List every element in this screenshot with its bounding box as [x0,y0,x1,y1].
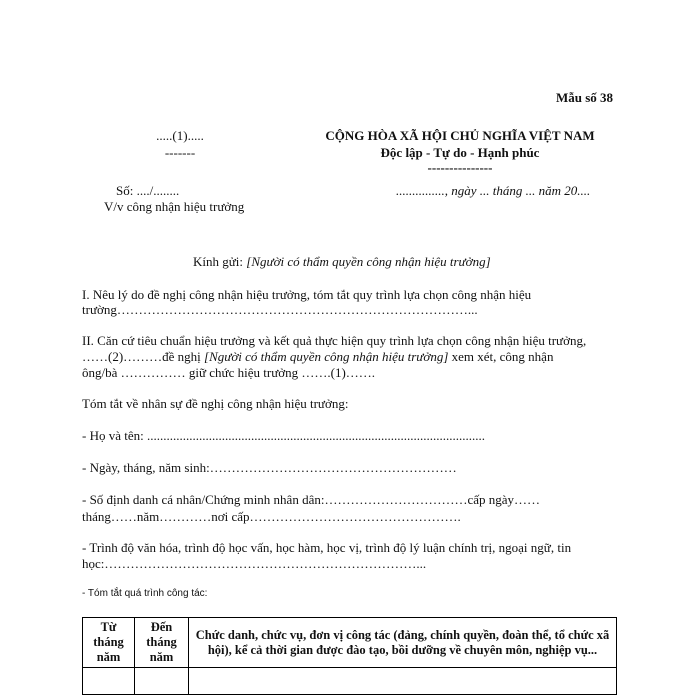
motto: Độc lập - Tự do - Hạnh phúc [380,145,540,160]
agency-code: .....(1)..... [156,128,204,143]
subject-line: V/v công nhận hiệu trưởng [104,199,245,214]
section2-line2-end: xem xét, công nhận [448,349,554,364]
work-summary-label: - Tóm tắt quá trình công tác: [82,588,208,599]
greeting-recipient: [Người có thẩm quyền công nhận hiệu trưởng] [246,254,491,269]
col-header-description: Chức danh, chức vụ, đơn vị công tác (đảng, chính quyền, đoàn thể, tổ chức xã hội), kể cả thời gian được đào tạo, bồi dưỡng về chuyên môn, nghiệp vụ... [189,618,617,668]
section2-line2-start: ……(2)………đề nghị [82,349,205,364]
table-row [83,668,617,695]
table-cell [83,668,135,695]
col-header-to: Đến tháng năm [135,618,189,668]
date-line: ..............., ngày ... tháng ... năm 20.... [396,183,591,198]
section2-line3: ông/bà …………… giữ chức hiệu trưởng …….(1)……. [82,365,376,380]
table-cell [189,668,617,695]
greeting-prefix: Kính gửi: [193,254,247,269]
form-number: Mẫu số 38 [556,90,614,105]
document-number: Số: ..../........ [116,183,180,198]
section1-line2: trường………………………………………………………………………... [82,302,478,317]
field-full-name: - Họ và tên: ........................................................................................................ [82,428,485,443]
field-id-number: - Số định danh cá nhân/Chứng minh nhân dân:……………………………cấp ngày…… [82,492,541,507]
field-education-cont: học:………………………………………………………………... [82,556,427,571]
section2-line2 [82,349,553,365]
greeting [193,254,491,270]
col-header-from: Từ tháng năm [83,618,135,668]
summary-title: Tóm tắt về nhân sự đề nghị công nhận hiệu trưởng: [82,396,349,411]
republic-name: CỘNG HÒA XÃ HỘI CHỦ NGHĨA VIỆT NAM [325,128,595,143]
table-header-row [83,618,617,668]
work-history-table [82,617,617,695]
section1-line1: I. Nêu lý do đề nghị công nhận hiệu trưởng, tóm tắt quy trình lựa chọn công nhận hiệu [82,287,532,302]
field-date-of-birth: - Ngày, tháng, năm sinh:………………………………………………… [82,460,457,475]
agency-dashes: ------- [164,145,196,160]
table-cell [135,668,189,695]
motto-dashes: --------------- [427,160,493,175]
section2-authority: [Người có thẩm quyền công nhận hiệu trưởng] [204,349,449,364]
section2-line1: II. Căn cứ tiêu chuẩn hiệu trưởng và kết quả thực hiện quy trình lựa chọn công nhận hiệu trưởng, [82,333,587,348]
field-education: - Trình độ văn hóa, trình độ học vấn, học hàm, học vị, trình độ lý luận chính trị, ngoại ngữ, tin [82,540,572,555]
field-id-issue: tháng……năm…………nơi cấp…………………………………………. [82,509,461,524]
